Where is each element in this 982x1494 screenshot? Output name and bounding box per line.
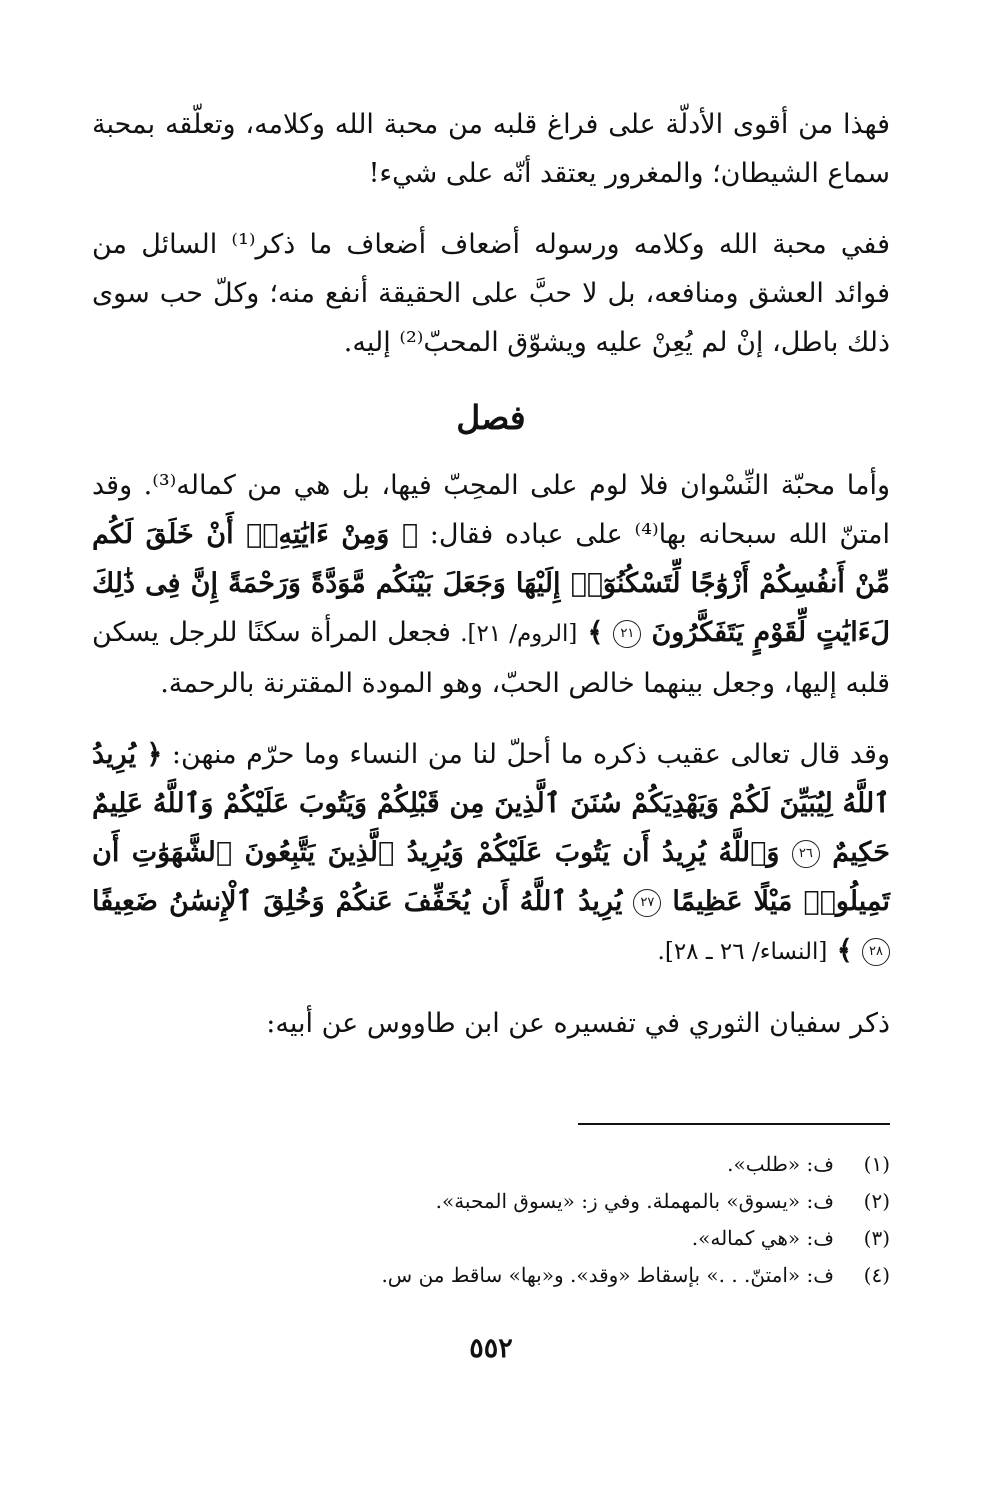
intro-text: وأما محبّة النِّسْوان فلا لوم على المحِبّ فيها، بل هي من كماله⁽³⁾. وقد امتنّ الله سبحانه بها⁽⁴⁾ على عباده فقال: xyxy=(92,470,890,550)
footnote xyxy=(92,1146,890,1183)
paragraph-1: فهذا من أقوى الأدلّة على فراغ قلبه من محبة الله وكلامه، وتعلّقه بمحبة سماع الشيطان؛ والمغرور يعتقد أنّه على شيء! xyxy=(92,109,890,189)
quran-verse-nisa: ﴿ يُرِيدُ ٱللَّهُ لِيُبَيِّنَ لَكُمْ وَيَهْدِيَكُمْ سُنَنَ ٱلَّذِينَ مِن قَبْلِكُمْ وَيَتُوبَ عَلَيْكُمْ وَٱللَّهُ عَلِيمٌ حَكِيمٌ ٢٦ وَٱللَّهُ يُرِيدُ أَن يَتُوبَ عَلَيْكُمْ وَيُرِيدُ ٱلَّذِينَ يَتَّبِعُونَ ٱلشَّهَوَٰتِ أَن تَمِيلُوا۟ مَيْلًا عَظِيمًا ٢٧ يُرِيدُ ٱللَّهُ أَن يُخَفِّفَ عَنكُمْ وَخُلِقَ ٱلْإِنسَٰنُ ضَعِيفًا ٢٨ ﴾ xyxy=(92,739,890,966)
footnote-number: (١) xyxy=(863,1152,890,1176)
ayah-number-marker: ٢٨ xyxy=(862,938,890,966)
ayah-number-marker: ٢٦ xyxy=(792,840,820,868)
footnote-separator xyxy=(578,1123,890,1125)
page-number: ٥٥٢ xyxy=(469,1333,513,1364)
section-heading: فصل xyxy=(456,398,526,437)
footnote xyxy=(92,1257,890,1294)
verse-reference: [الروم/ ٢١]. xyxy=(460,621,578,647)
footnote-text: ف: «امتنّ. . .» بإسقاط «وقد». و«بها» ساقط من س. xyxy=(381,1263,834,1287)
paragraph-5: ذكر سفيان الثوري في تفسيره عن ابن طاووس عن أبيه: xyxy=(266,1008,890,1039)
footnotes xyxy=(92,1146,890,1294)
ayah-number-marker: ٢١ xyxy=(613,620,641,648)
paragraph-4 xyxy=(92,730,890,977)
footnote-text: ف: «يسوق» بالمهملة. وفي ز: «يسوق المحبة». xyxy=(435,1189,834,1213)
ayah-number-marker: ٢٧ xyxy=(633,889,661,917)
footnote-number: (٣) xyxy=(863,1226,890,1250)
quran-verse-rum: ﴿ وَمِنْ ءَايَٰتِهِۦٓ أَنْ خَلَقَ لَكُم مِّنْ أَنفُسِكُمْ أَزْوَٰجًا لِّتَسْكُنُوٓا۟ إِلَيْهَا وَجَعَلَ بَيْنَكُم مَّوَدَّةً وَرَحْمَةً إِنَّ فِى ذَٰلِكَ لَءَايَٰتٍ لِّقَوْمٍ يَتَفَكَّرُونَ ٢١ ﴾ xyxy=(92,519,891,648)
verse-reference: [النساء/ ٢٦ ـ ٢٨]. xyxy=(657,939,828,965)
intro-text-2: وقد قال تعالى عقيب ذكره ما أحلّ لنا من النساء وما حرّم منهن: xyxy=(171,739,890,770)
commentary-text: فجعل المرأة سكنًا للرجل يسكن قلبه إليها، وجعل بينهما خالص الحبّ، وهو المودة المقترنة بالرحمة. xyxy=(92,617,890,699)
footnote-text: ف: «هي كماله». xyxy=(691,1226,834,1250)
footnote xyxy=(92,1220,890,1257)
footnote-text: ف: «طلب». xyxy=(727,1152,834,1176)
footnote-number: (٢) xyxy=(863,1189,890,1213)
paragraph-2: ففي محبة الله وكلامه ورسوله أضعاف أضعاف ما ذكر⁽¹⁾ السائل من فوائد العشق ومنافعه، بل لا حبَّ على الحقيقة أنفع منه؛ وكلّ حب سوى ذلك باطل، إنْ لم يُعِنْ عليه ويشوّق المحبّ⁽²⁾ إليه. xyxy=(92,229,890,358)
footnote-number: (٤) xyxy=(863,1263,890,1287)
paragraph-3 xyxy=(92,461,890,708)
footnote xyxy=(92,1183,890,1220)
